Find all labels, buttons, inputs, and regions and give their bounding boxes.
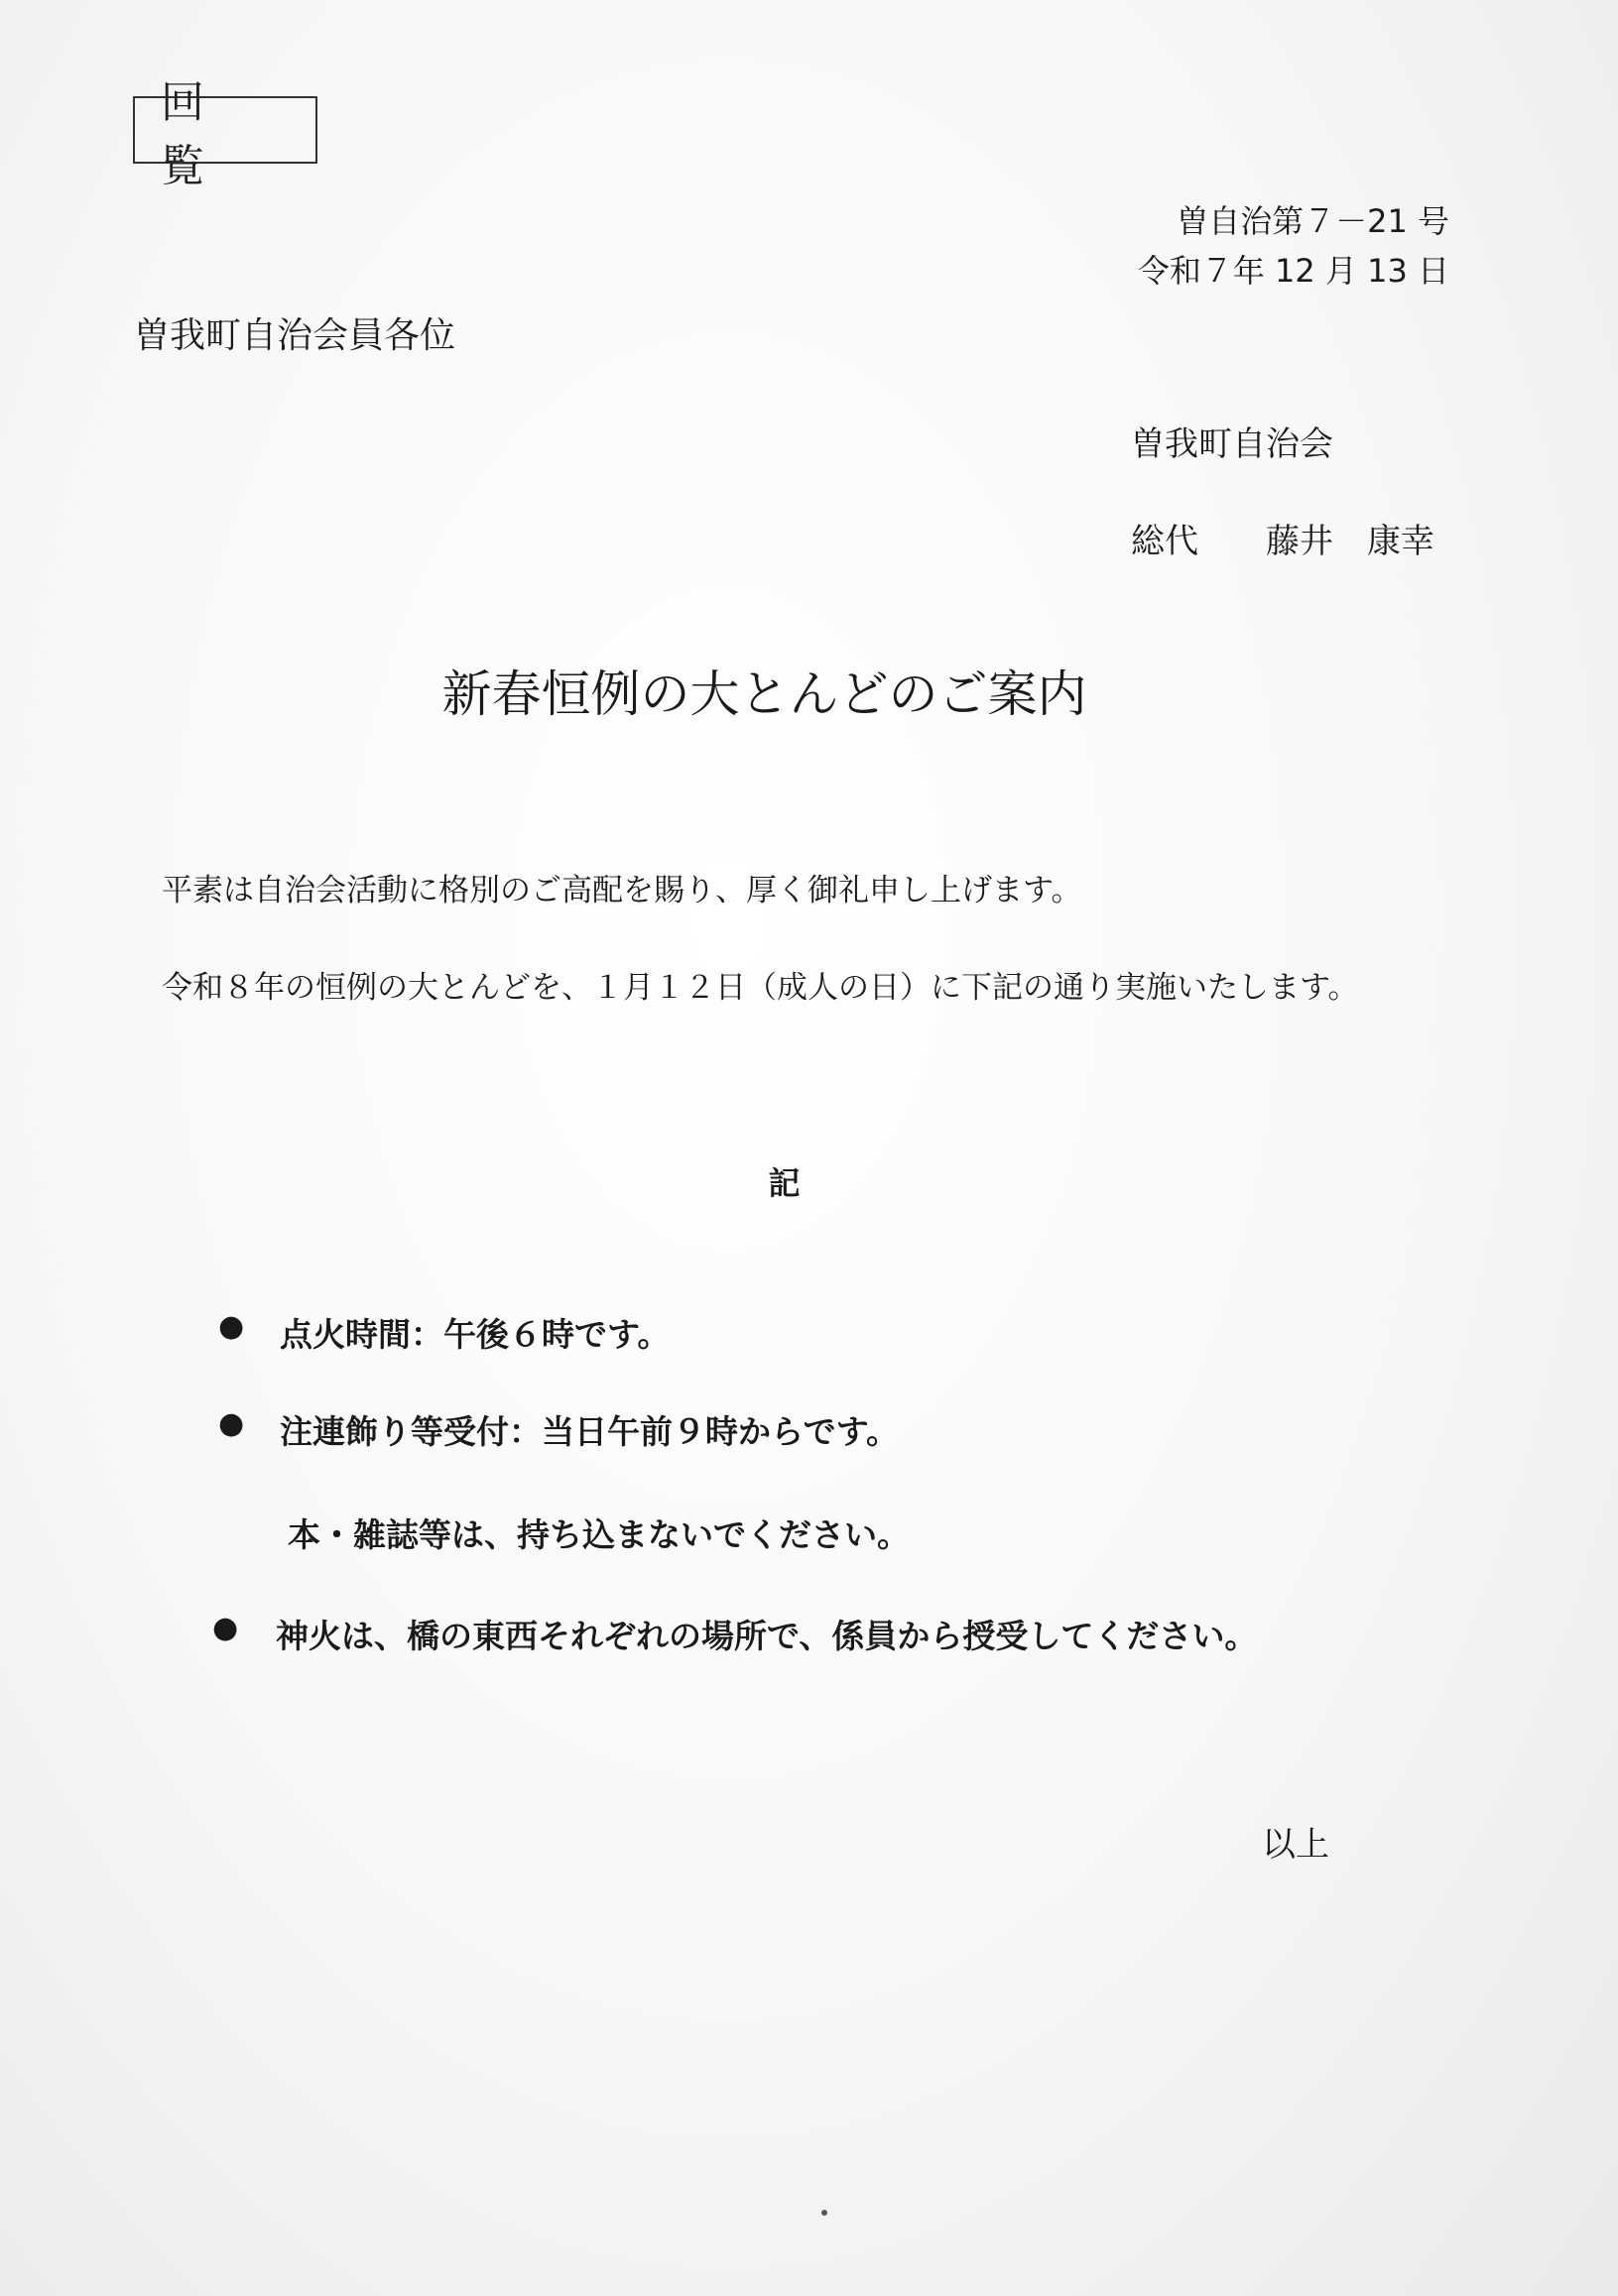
bullet-icon: ● — [218, 1406, 245, 1441]
bullet-icon: ● — [218, 1309, 245, 1344]
sender-organization: 曽我町自治会 — [1131, 424, 1333, 464]
paper-speck — [821, 2210, 827, 2216]
sender-representative: 総代 藤井 康幸 — [1131, 522, 1434, 561]
addressee: 曽我町自治会員各位 — [134, 315, 456, 356]
list-item-ignition-time: 点火時間：午後６時です。 — [280, 1315, 671, 1354]
list-item-note-no-books: 本・雑誌等は、持ち込まないでください。 — [288, 1515, 910, 1554]
closing-word: 以上 — [1262, 1825, 1329, 1865]
bullet-icon: ● — [212, 1611, 239, 1645]
document-number: 曽自治第７－21 号 — [1177, 202, 1449, 240]
circulation-stamp: 回 覧 — [133, 96, 317, 164]
document-header-block — [1138, 196, 1449, 296]
ki-heading: 記 — [768, 1164, 801, 1202]
page-title: 新春恒例の大とんどのご案内 — [441, 665, 1087, 723]
list-item-sacred-fire: 神火は、橋の東西それぞれの場所で、係員から授受してください。 — [276, 1617, 1258, 1655]
document-date: 令和７年 12 月 13 日 — [1137, 252, 1449, 290]
greeting-paragraph: 平素は自治会活動に格別のご高配を賜り、厚く御礼申し上げます。 — [162, 873, 1082, 908]
announcement-paragraph: 令和８年の恒例の大とんどを、１月１２日（成人の日）に下記の通り実施いたします。 — [162, 970, 1359, 1006]
list-item-reception-time: 注連飾り等受付：当日午前９時からです。 — [280, 1412, 900, 1451]
